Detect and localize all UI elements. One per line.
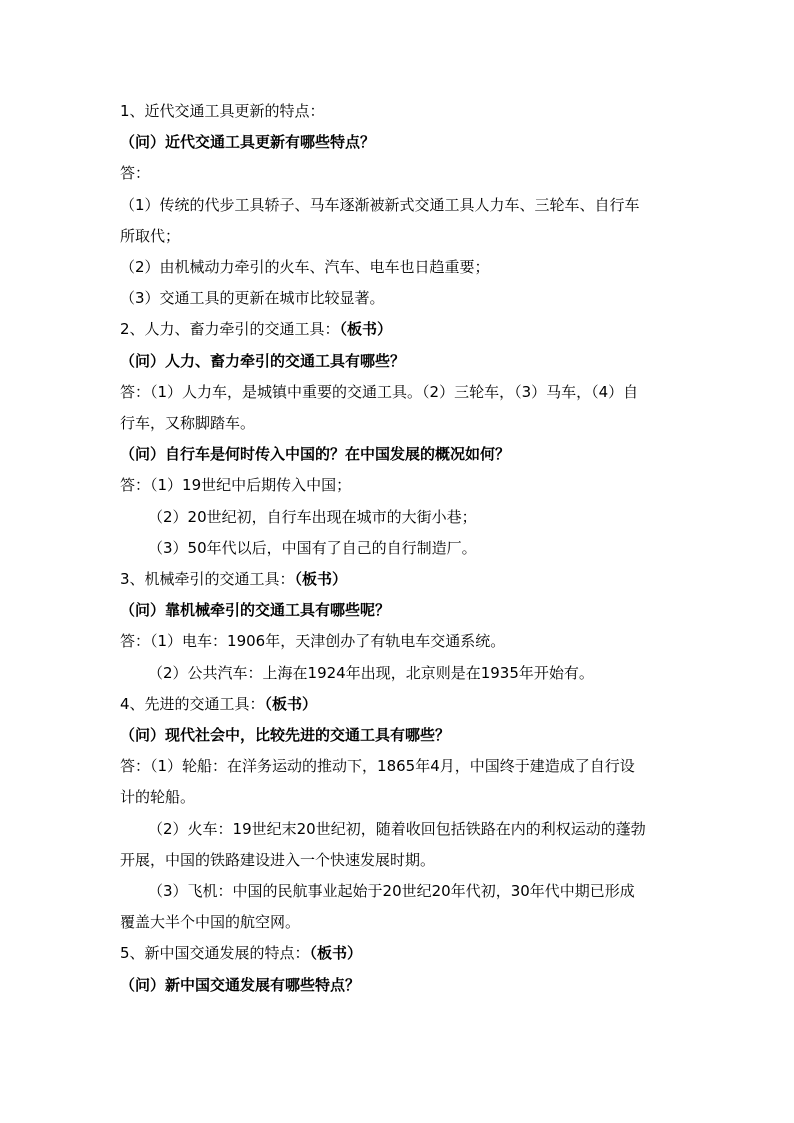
answer-5-1: 答：（1）轮船：在洋务运动的推动下，1865年4月，中国终于建造成了自行设: [120, 757, 635, 776]
question-1: （问）近代交通工具更新有哪些特点？: [120, 133, 376, 152]
answer-1-1: （1）传统的代步工具轿子、马车逐渐被新式交通工具人力车、三轮车、自行车: [120, 195, 640, 214]
heading-3: 3、机械牵引的交通工具：（板书）: [120, 570, 348, 589]
question-2: （问）人力、畜力牵引的交通工具有哪些？: [120, 351, 406, 370]
answer-4-2: （2）公共汽车：上海在1924年出现，北京则是在1935年开始有。: [148, 663, 594, 682]
answer-2: 答：（1）人力车，是城镇中重要的交通工具。（2）三轮车，（3）马车，（4）自: [120, 382, 639, 401]
answer-label: 答：: [120, 164, 151, 183]
answer-2-cont: 行车，又称脚踏车。: [120, 414, 256, 433]
answer-5-2-cont: 开展，中国的铁路建设进入一个快速发展时期。: [120, 850, 436, 869]
answer-5-1-cont: 计的轮船。: [120, 788, 196, 807]
question-4: （问）靠机械牵引的交通工具有哪些呢？: [120, 601, 391, 620]
answer-1-1-cont: 所取代；: [120, 226, 181, 245]
heading-5: 5、新中国交通发展的特点：（板书）: [120, 944, 363, 963]
board-note: （板书）: [294, 570, 348, 589]
answer-5-3: （3）飞机：中国的民航事业起始于20世纪20年代初，30年代中期已形成: [148, 882, 635, 901]
answer-3-3: （3）50年代以后，中国有了自己的自行制造厂。: [148, 538, 477, 557]
answer-5-2: （2）火车：19世纪末20世纪初，随着收回包括铁路在内的利权运动的蓬勃: [148, 819, 646, 838]
heading-2: 2、人力、畜力牵引的交通工具：（板书）: [120, 320, 393, 339]
board-note: （板书）: [339, 320, 393, 339]
answer-5-3-cont: 覆盖大半个中国的航空网。: [120, 913, 301, 932]
answer-4-1: 答：（1）电车：1906年，天津创办了有轨电车交通系统。: [120, 632, 506, 651]
answer-3-2: （2）20世纪初，自行车出现在城市的大街小巷；: [148, 507, 477, 526]
board-note: （板书）: [309, 944, 363, 963]
answer-1-3: （3）交通工具的更新在城市比较显著。: [120, 289, 385, 308]
document-body: [120, 96, 690, 1001]
answer-1-2: （2）由机械动力牵引的火车、汽车、电车也日趋重要；: [120, 258, 490, 277]
heading-4: 4、先进的交通工具：（板书）: [120, 694, 318, 713]
question-5: （问）现代社会中，比较先进的交通工具有哪些？: [120, 726, 451, 745]
heading-1: 1、近代交通工具更新的特点：: [120, 102, 325, 120]
question-3: （问）自行车是何时传入中国的？在中国发展的概况如何？: [120, 445, 511, 464]
board-note: （板书）: [264, 694, 318, 713]
answer-3-1: 答：（1）19世纪中后期传入中国；: [120, 476, 352, 495]
question-6: （问）新中国交通发展有哪些特点？: [120, 975, 361, 994]
